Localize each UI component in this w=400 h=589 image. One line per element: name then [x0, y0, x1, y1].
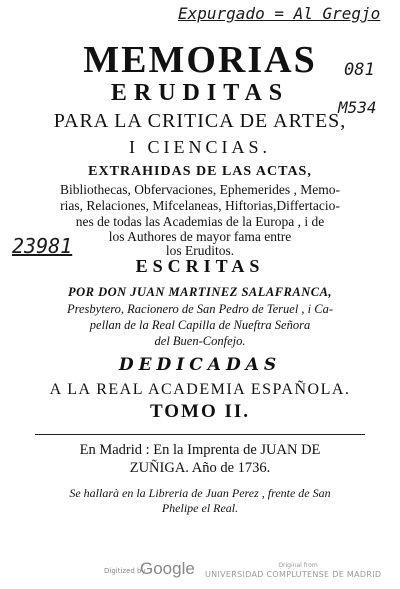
title-memorias: MEMORIAS — [83, 39, 317, 81]
subtitle-heading: EXTRAHIDAS DE LAS ACTAS, — [88, 164, 312, 179]
handwritten-shelf-mark-1: 081 — [344, 60, 375, 80]
handwritten-shelf-mark-2: M534 — [338, 98, 377, 117]
subtitle-line: rias, Relaciones, Mifcelaneas, Hiftorias,Differtacio- — [60, 198, 340, 213]
author-title-line: Presbytero, Racionero de San Pedro de Teruel , i Ca- — [66, 302, 334, 316]
title-para-la-critica: PARA LA CRITICA DE ARTES, — [53, 110, 347, 132]
escritas-heading: ESCRITAS — [135, 256, 265, 276]
original-from-label: Original from — [278, 562, 318, 569]
dedication-academia: A LA REAL ACADEMIA ESPAÑOLA. — [49, 381, 351, 398]
subtitle-line: los Authores de mayor fama entre — [108, 229, 292, 244]
subtitle-line: los Eruditos. — [165, 243, 235, 258]
subtitle-line: nes de todas las Academias de la Europa , i de — [75, 214, 325, 229]
imprint-line: ZUÑIGA. Año de 1736. — [129, 460, 271, 476]
university-label: UNIVERSIDAD COMPLUTENSE DE MADRID — [205, 570, 382, 579]
digitized-by-label: Digitized by — [104, 567, 146, 575]
handwritten-accession-number: 23981 — [12, 234, 73, 258]
divider-rule — [35, 434, 365, 435]
bookseller-line: Phelipe el Real. — [161, 501, 239, 515]
author-name: POR DON JUAN MARTINEZ SALAFRANCA, — [67, 285, 333, 299]
handwritten-expurgado-note: Expurgado = Al Gregjo — [178, 4, 381, 23]
dedicadas-heading: DEDICADAS — [118, 355, 282, 375]
author-title-line: del Buen-Confejo. — [154, 334, 246, 348]
title-i-ciencias: I CIENCIAS. — [129, 137, 271, 157]
volume-number: TOMO II. — [149, 401, 251, 422]
bookseller-line: Se hallarà en la Libreria de Juan Perez , frente de San — [69, 486, 331, 500]
subtitle-line: Bibliothecas, Obfervaciones, Ephemerides , Memo- — [59, 182, 341, 197]
imprint-line: En Madrid : En la Imprenta de JUAN DE — [79, 442, 321, 458]
title-eruditas: ERUDITAS — [110, 80, 290, 106]
google-logo: Google — [140, 559, 195, 578]
author-title-line: pellan de la Real Capilla de Nueftra Señora — [89, 318, 311, 332]
digitization-footer — [0, 557, 400, 585]
